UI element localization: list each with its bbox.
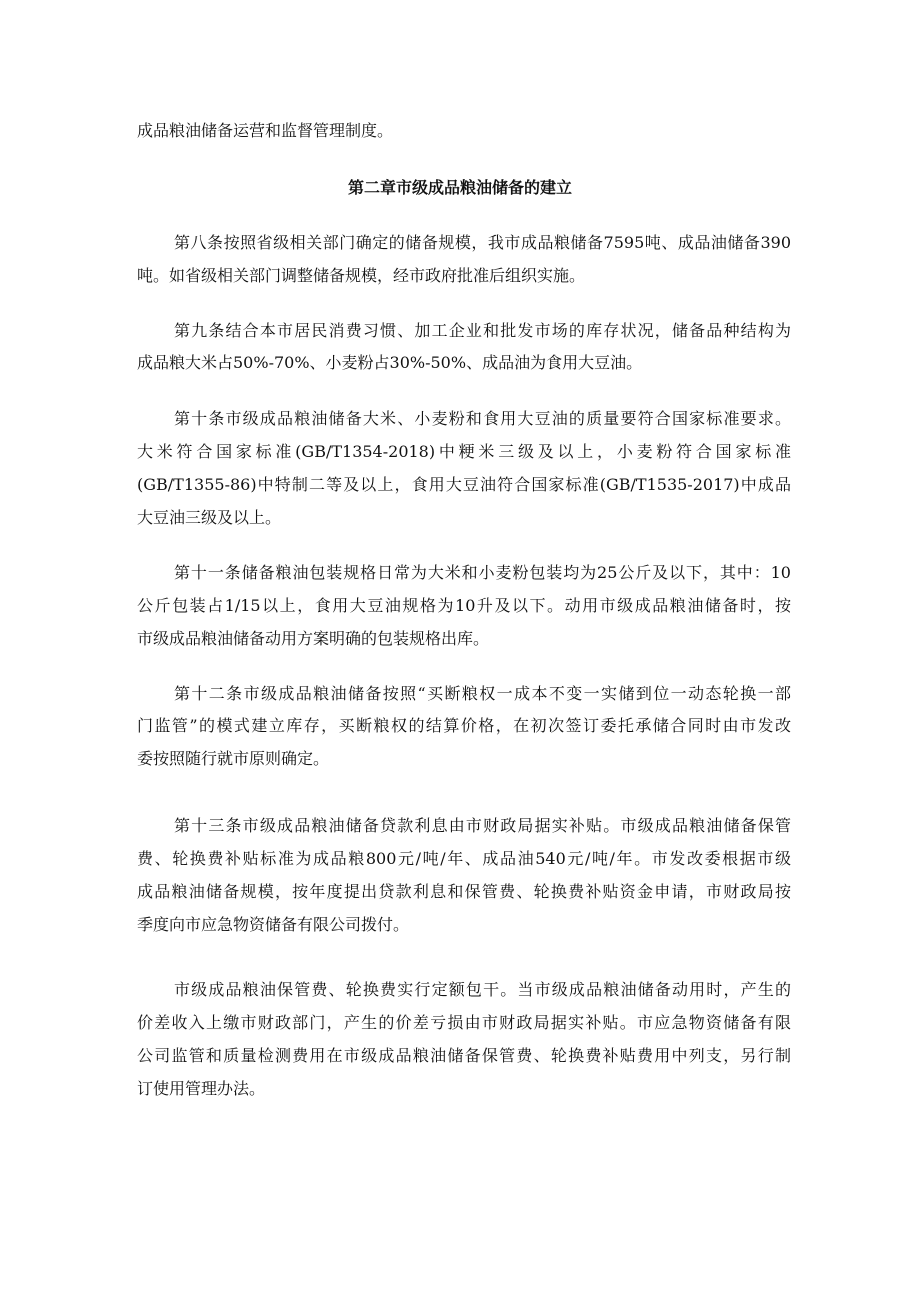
paragraph-line: 第九条结合本市居民消费习惯、加工企业和批发市场的库存状况，储备品种结构为 [174,321,791,340]
paragraph-line: 市级成品粮油储备动用方案明确的包装规格出库。 [137,629,490,648]
paragraph-line: 公司监管和质量检测费用在市级成品粮油储备保管费、轮换费补贴费用中列支，另行制 [137,1046,791,1065]
paragraph-line: 第十一条储备粮油包装规格日常为大米和小麦粉包装均为25公斤及以下，其中：10 [174,563,791,582]
paragraph-line: 费、轮换费补贴标准为成品粮800元/吨/年、成品油540元/吨/年。市发改委根据市级 [137,849,791,868]
paragraph-line: 市级成品粮油保管费、轮换费实行定额包干。当市级成品粮油储备动用时，产生的 [174,980,791,999]
paragraph-line: 吨。如省级相关部门调整储备规模，经市政府批准后组织实施。 [137,266,586,285]
paragraph-line: 成品粮大米占50%-70%、小麦粉占30%-50%、成品油为食用大豆油。 [137,353,643,372]
paragraph-line: 第八条按照省级相关部门确定的储备规模，我市成品粮储备7595吨、成品油储备390 [174,233,791,252]
paragraph-line: 门监管”的模式建立库存，买断粮权的结算价格，在初次签订委托承储合同时由市发改 [137,716,791,735]
paragraph-line: 大豆油三级及以上。 [137,508,282,527]
intro-line: 成品粮油储备运营和监督管理制度。 [137,121,394,140]
chapter-heading: 第二章市级成品粮油储备的建立 [347,178,572,197]
paragraph-line: 第十二条市级成品粮油储备按照“买断粮权一成本不变一实储到位一动态轮换一部 [174,684,791,703]
paragraph-line: 公斤包装占1/15以上，食用大豆油规格为10升及以下。动用市级成品粮油储备时，按 [137,596,791,615]
paragraph-line: 第十三条市级成品粮油储备贷款利息由市财政局据实补贴。市级成品粮油储备保管 [174,816,791,835]
paragraph-line: 价差收入上缴市财政部门，产生的价差亏损由市财政局据实补贴。市应急物资储备有限 [137,1013,791,1032]
paragraph-line: 订使用管理办法。 [137,1079,266,1098]
paragraph-line: 大米符合国家标准(GB/T1354-2018)中粳米三级及以上，小麦粉符合国家标准 [137,442,791,461]
paragraph-line: 成品粮油储备规模，按年度提出贷款利息和保管费、轮换费补贴资金申请，市财政局按 [137,882,791,901]
paragraph-line: 季度向市应急物资储备有限公司拨付。 [137,915,410,934]
paragraph-line: (GB/T1355-86)中特制二等及以上，食用大豆油符合国家标准(GB/T1535-2017)中成品 [137,475,791,494]
paragraph-line: 委按照随行就市原则确定。 [137,749,330,768]
paragraph-line: 第十条市级成品粮油储备大米、小麦粉和食用大豆油的质量要符合国家标准要求。 [174,409,791,428]
